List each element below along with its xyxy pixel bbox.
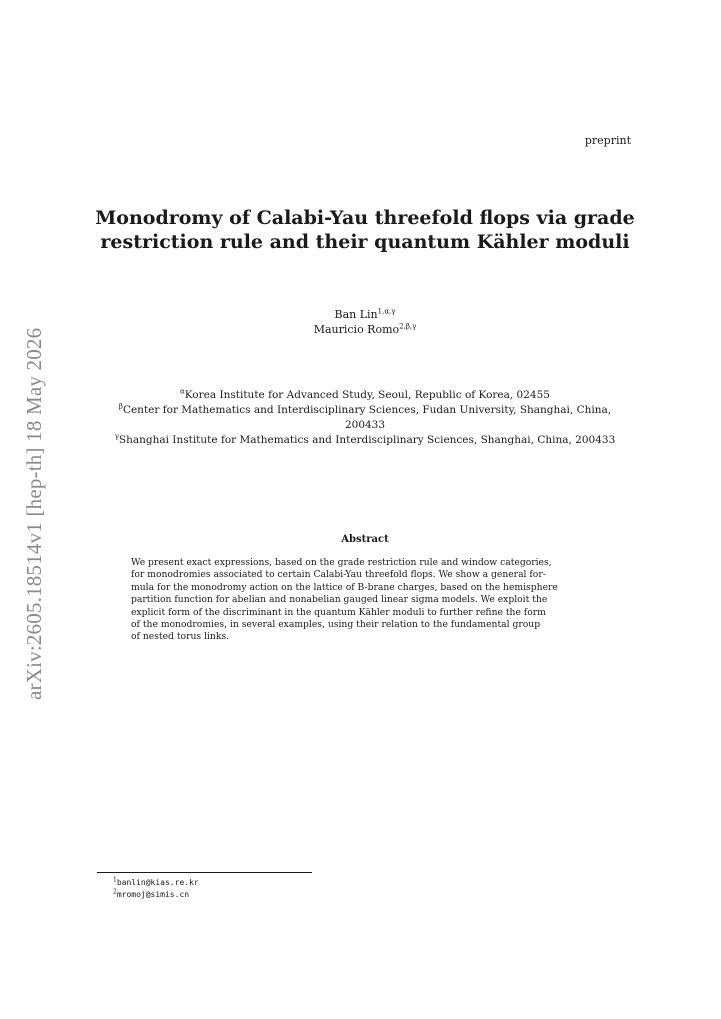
- title-line-2: restriction rule and their quantum Kähler moduli: [100, 231, 630, 253]
- author: [90, 307, 640, 322]
- affiliation-continuation: 200433: [344, 419, 386, 431]
- affiliation: [90, 403, 640, 418]
- footnote-divider: [97, 872, 312, 873]
- abstract-body: [131, 557, 599, 644]
- footnote-mark: 1: [113, 876, 117, 884]
- author-name: Ban Lin: [334, 308, 378, 321]
- footnote: [113, 877, 199, 889]
- author-name: Mauricio Romo: [313, 323, 400, 336]
- footnote-list: [113, 877, 199, 901]
- paper-title: [90, 206, 640, 254]
- abstract-line: partition function for abelian and nonabelian gauged linear sigma models. We exploit the: [131, 594, 548, 606]
- footnote-email[interactable]: banlin@kias.re.kr: [116, 878, 199, 887]
- affiliation-mark: β: [118, 402, 123, 411]
- author: [90, 322, 640, 337]
- abstract-line: We present exact expressions, based on the grade restriction rule and window categories,: [131, 557, 552, 568]
- affiliation-text: Center for Mathematics and Interdisciplinary Sciences, Fudan University, Shanghai, China,: [122, 404, 612, 416]
- affiliation-text: Korea Institute for Advanced Study, Seoul, Republic of Korea, 02455: [184, 389, 550, 401]
- footnote-mark: 2: [113, 888, 117, 896]
- affiliation: [90, 433, 640, 448]
- affiliation-list: [90, 388, 640, 448]
- footnote: [113, 889, 199, 901]
- author-marks: 2,β,γ: [399, 322, 417, 331]
- affiliation-text: Shanghai Institute for Mathematics and Interdisciplinary Sciences, Shanghai, China, 200433: [118, 434, 616, 446]
- arxiv-identifier: arXiv:2605.18514v1 [hep-th] 18 May 2026: [22, 327, 46, 700]
- abstract-line: of nested torus links.: [131, 631, 230, 643]
- abstract-heading: Abstract: [341, 534, 389, 545]
- abstract-line: explicit form of the discriminant in the quantum Kähler moduli to further refine the form: [131, 606, 546, 618]
- author-marks: 1,α,γ: [377, 307, 396, 316]
- abstract-line: of the monodromies, in several examples, using their relation to the fundamental group: [131, 619, 541, 631]
- preprint-label: preprint: [584, 134, 631, 147]
- abstract-line: for monodromies associated to certain Calabi-Yau threefold flops. We show a general for-: [131, 569, 546, 581]
- title-line-1: Monodromy of Calabi-Yau threefold flops via grade: [95, 207, 635, 229]
- affiliation-mark: γ: [114, 432, 119, 441]
- affiliation: [90, 388, 640, 403]
- author-list: [90, 307, 640, 337]
- affiliation-mark: α: [180, 387, 185, 396]
- abstract-line: mula for the monodromy action on the lattice of B-brane charges, based on the hemisphere: [131, 581, 558, 593]
- footnote-email[interactable]: mromoj@simis.cn: [116, 890, 190, 899]
